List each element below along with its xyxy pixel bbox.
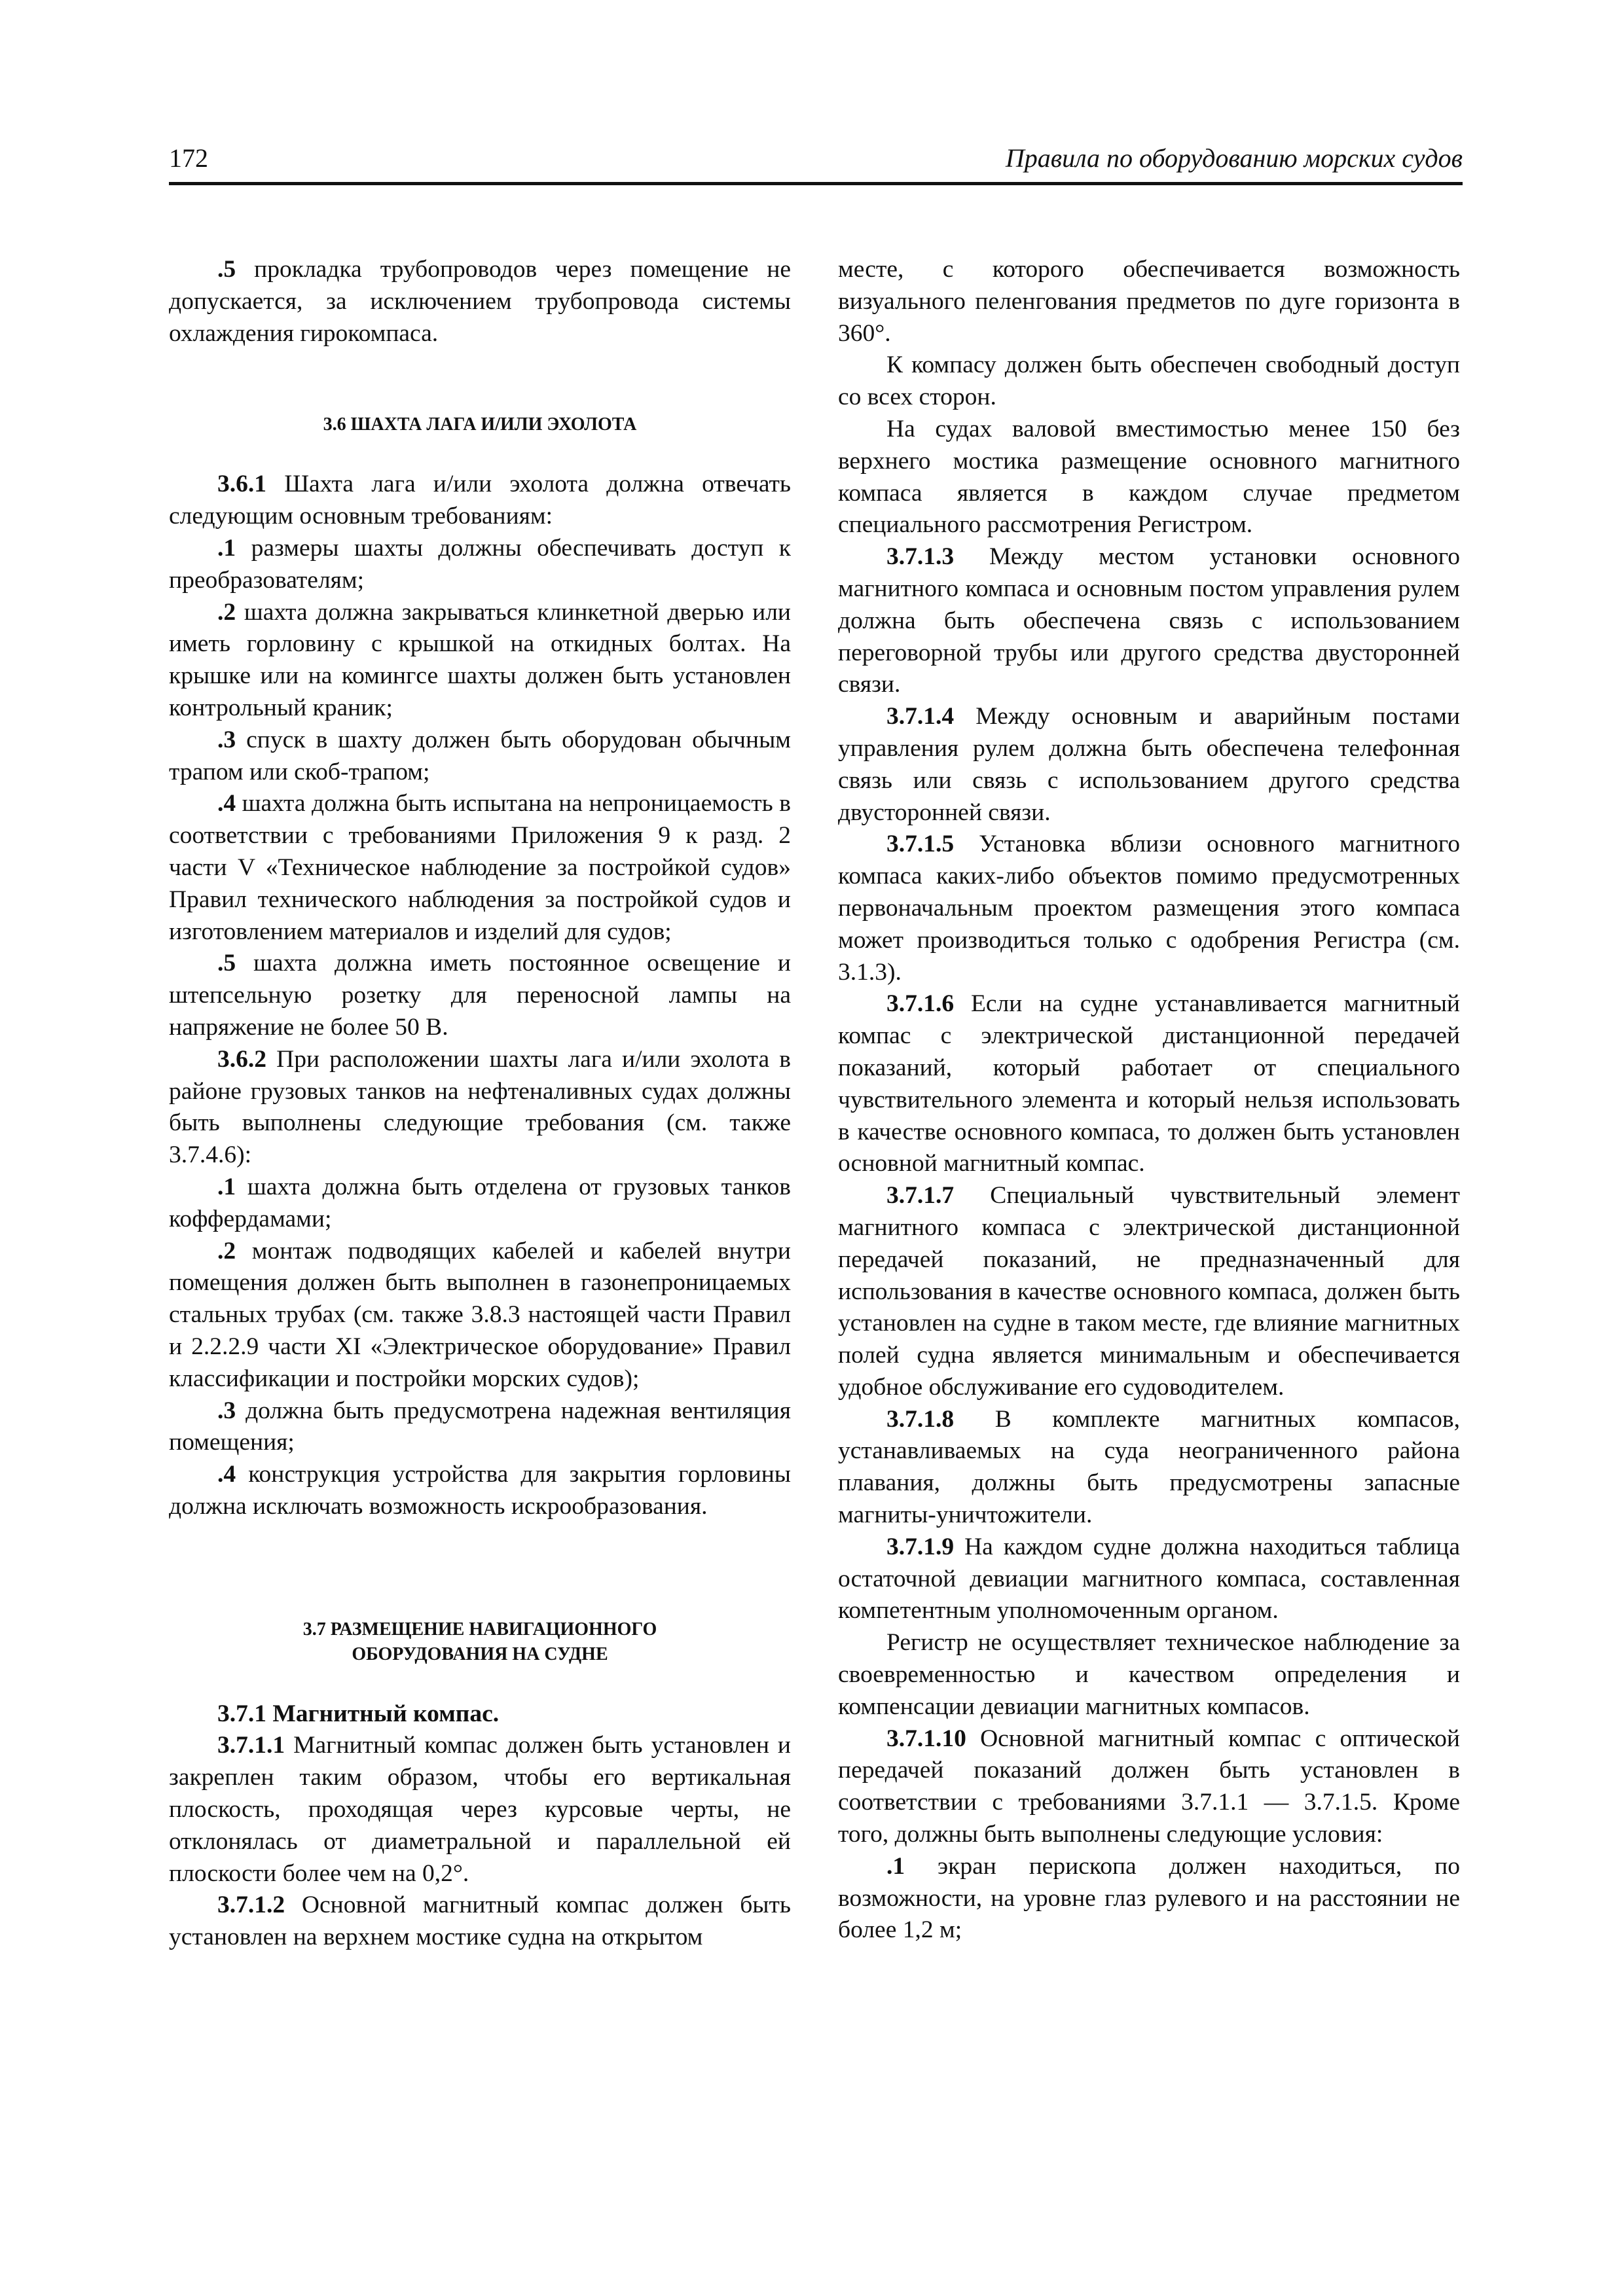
- list-item: .4 конструкция устройства для закрытия горловины должна исключать возможность искрообразования.: [169, 1461, 791, 1520]
- paragraph: 3.7.1.10 Основной магнитный компас с оптической передачей показаний должен быть установлен в соответствии с требованиями 3.7.1.1 — 3.7.1.5. Кроме того, должны быть выполнены следующие условия:: [838, 1725, 1460, 1848]
- page-header: [169, 143, 1463, 185]
- paragraph: 3.7.1.6 Если на судне устанавливается магнитный компас с электрической дистанционной передачей показаний, который работает от специального чувствительного элемента и который нельзя использовать в качестве основного компаса, то должен быть установлен основной магнитный компас.: [838, 990, 1460, 1177]
- paragraph: 3.7.1.3 Между местом установки основного магнитного компаса и основным постом управления рулем должна быть обеспечена связь с использованием переговорной трубы или другого средства двусторонней связи.: [838, 543, 1460, 698]
- list-item: .2 шахта должна закрываться клинкетной дверью или иметь горловину с крышкой на откидных болтах. На крышке или на комингсе шахты должен быть установлен контрольный краник;: [169, 598, 791, 721]
- section-heading-3-6: 3.6 ШАХТА ЛАГА И/ИЛИ ЭХОЛОТА: [323, 414, 637, 435]
- paragraph: 3.7.1.9 На каждом судне должна находиться таблица остаточной девиации магнитного компаса, составленная компетентным уполномоченным органом.: [838, 1533, 1460, 1624]
- paragraph: .5 прокладка трубопроводов через помещение не допускается, за исключением трубопровода системы охлаждения гирокомпаса.: [169, 256, 791, 347]
- paragraph: На судах валовой вместимостью менее 150 без верхнего мостика размещение основного магнитного компаса является в каждом случае предметом специального рассмотрения Регистром.: [838, 415, 1460, 539]
- paragraph: 3.7.1.2 Основной магнитный компас должен быть установлен на верхнем мостике судна на открытом: [169, 1892, 791, 1951]
- section-heading-3-7: 3.7 РАЗМЕЩЕНИЕ НАВИГАЦИОННОГО ОБОРУДОВАНИЯ НА СУДНЕ: [302, 1619, 657, 1664]
- right-column: [838, 254, 1460, 1946]
- paragraph: К компасу должен быть обеспечен свободный доступ со всех сторон.: [838, 351, 1460, 411]
- paragraph: 3.6.2 При расположении шахты лага и/или эхолота в районе грузовых танков на нефтеналивных судах должны быть выполнены следующие требования (см. также 3.7.4.6):: [169, 1045, 791, 1169]
- list-item: .5 шахта должна иметь постоянное освещение и штепсельную розетку для переносной лампы на напряжение не более 50 В.: [169, 950, 791, 1041]
- paragraph: 3.7.1.7 Специальный чувствительный элемент магнитного компаса с электрической дистанционной передачей показаний, не предназначенный для использования в качестве основного компаса, должен быть установлен на судне в таком месте, где влияние магнитных полей судна является минимальным и обеспечивается удобное обслуживание его судоводителем.: [838, 1182, 1460, 1401]
- left-column: [169, 254, 791, 1954]
- paragraph: 3.7.1.8 В комплекте магнитных компасов, устанавливаемых на суда неограниченного района плавания, должны быть предусмотрены запасные магниты-уничтожители.: [838, 1405, 1460, 1529]
- paragraph: Регистр не осуществляет техническое наблюдение за своевременностью и качеством определения и компенсации девиации магнитных компасов.: [838, 1629, 1460, 1720]
- list-item: .4 шахта должна быть испытана на непроницаемость в соответствии с требованиями Приложения 9 к разд. 2 части V «Техническое наблюдение за постройкой судов» Правил технического наблюдения за постройкой судов и изготовлением материалов и изделий для судов;: [169, 790, 791, 945]
- list-item: .3 спуск в шахту должен быть оборудован обычным трапом или скоб-трапом;: [169, 726, 791, 785]
- list-item: .1 шахта должна быть отделена от грузовых танков коффердамами;: [169, 1173, 791, 1232]
- list-item: .1 размеры шахты должны обеспечивать доступ к преобразователям;: [169, 534, 791, 594]
- paragraph: 3.7.1.5 Установка вблизи основного магнитного компаса каких-либо объектов помимо предусмотренных первоначальным проектом размещения этого компаса может производиться только с одобрения Регистра (см. 3.1.3).: [838, 831, 1460, 986]
- paragraph: 3.7.1.4 Между основным и аварийным постами управления рулем должна быть обеспечена телефонная связь или связь с использованием другого средства двусторонней связи.: [838, 703, 1460, 826]
- list-item: .2 монтаж подводящих кабелей и кабелей внутри помещения должен быть выполнен в газонепроницаемых стальных трубах (см. также 3.8.3 настоящей части Правил и 2.2.2.9 части XI «Электрическое оборудование» Правил классификации и постройки морских судов);: [169, 1237, 791, 1392]
- list-item: .1 экран перископа должен находиться, по возможности, на уровне глаз рулевого и на расстоянии не более 1,2 м;: [838, 1852, 1460, 1944]
- running-title: Правила по оборудованию морских судов: [1005, 143, 1463, 173]
- subsection-heading-3-7-1: 3.7.1 Магнитный компас.: [217, 1700, 500, 1727]
- paragraph: 3.7.1.1 Магнитный компас должен быть установлен и закреплен таким образом, чтобы его вертикальная плоскость, проходящая через курсовые черты, не отклонялась от диаметральной и параллельной ей плоскости более чем на 0,2°.: [169, 1732, 791, 1887]
- paragraph-continuation: месте, с которого обеспечивается возможность визуального пеленгования предметов по дуге горизонта в 360°.: [838, 256, 1460, 347]
- page-number: 172: [169, 143, 208, 173]
- list-item: .3 должна быть предусмотрена надежная вентиляция помещения;: [169, 1397, 791, 1456]
- paragraph: 3.6.1 Шахта лага и/или эхолота должна отвечать следующим основным требованиям:: [169, 471, 791, 530]
